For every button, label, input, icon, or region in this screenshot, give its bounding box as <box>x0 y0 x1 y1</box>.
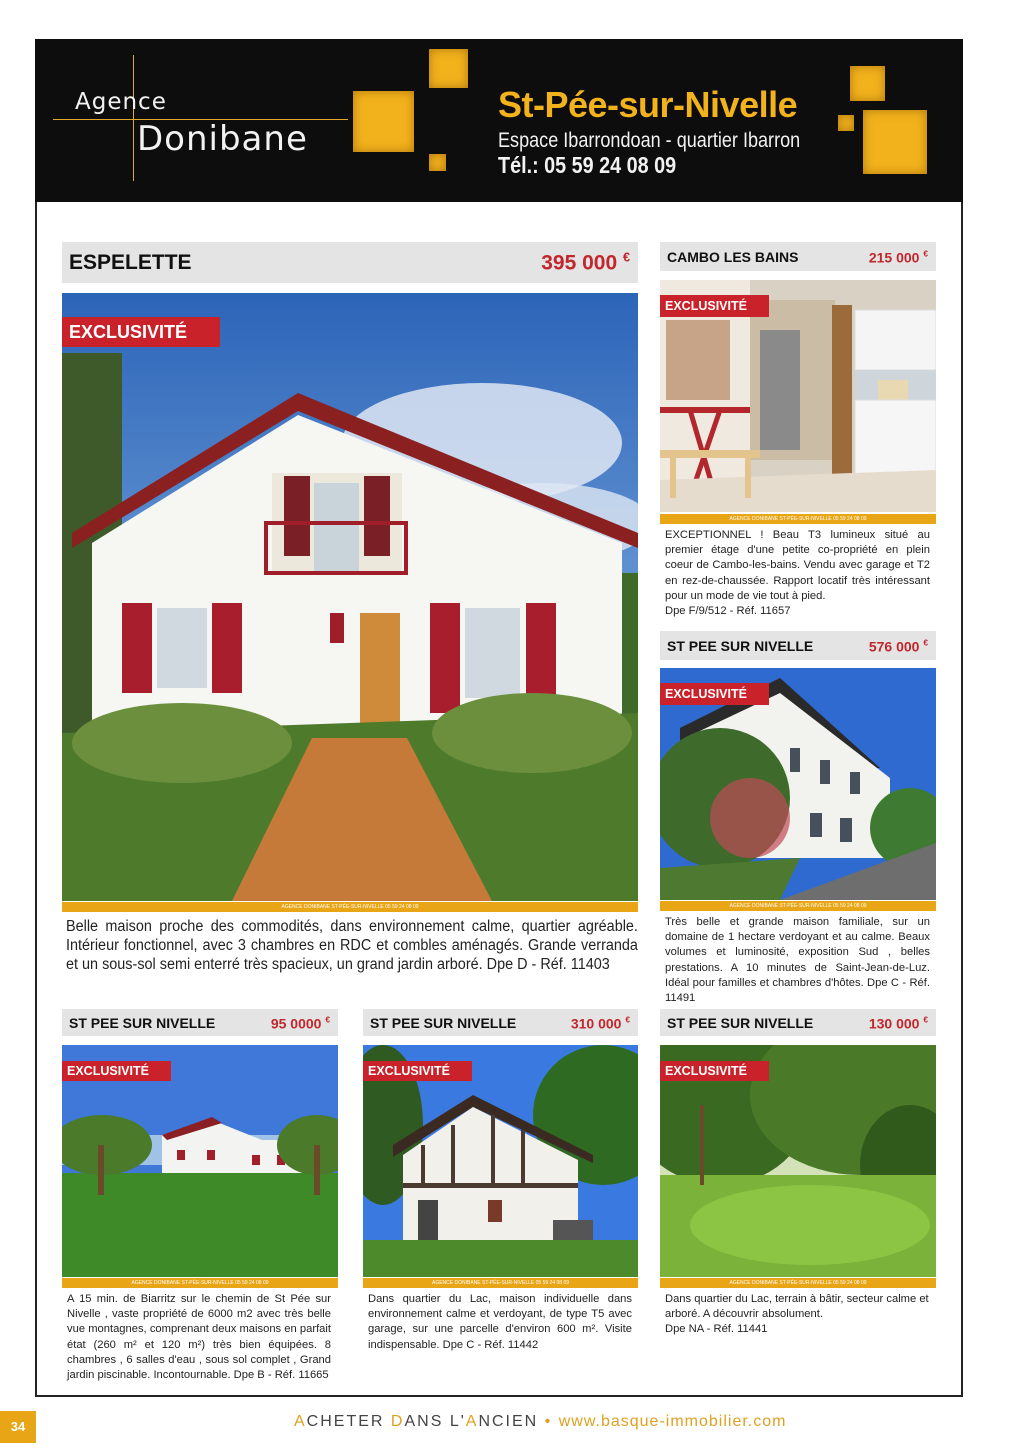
listing-description: Dans quartier du Lac, maison individuelle dans environnement calme et verdoyant, de type T5 avec garage, sur une parcelle d'environ 600 m². Visite indispensable. Dpe C - Réf. 11442 <box>368 1293 632 1351</box>
listing-price: 310 000 € <box>570 1014 630 1031</box>
agency-header <box>35 39 963 202</box>
listing-description: EXCEPTIONNEL ! Beau T3 lumineux situé au premier étage d'une petite co-propriété en plein coeur de Cambo-les-bains. Vendu avec garage et T2 en rez-de-chaussée. Rapport locatif très intéressant pour un mode de vie tout à pied. Dpe F/9/512 - Réf. 11657 <box>665 528 930 619</box>
listing-description: Dans quartier du Lac, terrain à bâtir, secteur calme et arboré. A découvrir absolument. Dpe NA - Réf. 11441 <box>665 1292 930 1338</box>
photo-credit: AGENCE DONIBANE ST-PÉE-SUR-NIVELLE 05 59 24 08 09 <box>660 514 936 524</box>
office-title: St-Pée-sur-Nivelle <box>498 84 798 125</box>
listing-photo-estate[interactable] <box>62 1045 338 1277</box>
footer-separator: • <box>544 1413 553 1430</box>
logo-donibane-text: Donibane <box>137 119 308 159</box>
listing-title-bar <box>363 1009 638 1036</box>
listing-location: ST PEE SUR NIVELLE <box>667 1014 814 1031</box>
listing-reference: Dpe F/9/512 - Réf. 11657 <box>665 605 791 618</box>
listing-photo-basque-house[interactable] <box>363 1045 638 1277</box>
photo-credit: AGENCE DONIBANE ST-PÉE-SUR-NIVELLE 05 59 24 08 09 <box>62 1278 338 1288</box>
listing-location: ST PEE SUR NIVELLE <box>69 1014 216 1031</box>
photo-credit: AGENCE DONIBANE ST-PÉE-SUR-NIVELLE 05 59 24 08 09 <box>62 902 638 912</box>
listing-photo-land[interactable] <box>660 1045 936 1277</box>
listing-photo-house[interactable] <box>62 293 638 901</box>
exclusivite-badge: EXCLUSIVITÉ <box>62 317 220 347</box>
listing-location: ST PEE SUR NIVELLE <box>667 637 814 654</box>
logo-line-vertical <box>133 55 134 181</box>
exclusivite-badge: EXCLUSIVITÉ <box>660 683 769 705</box>
listing-title-bar <box>660 1009 936 1036</box>
footer-tagline: ACHETER DANS L'ANCIEN • www.basque-immobilier.com <box>294 1413 787 1430</box>
listing-description: Très belle et grande maison familiale, sur un domaine de 1 hectare verdoyant et au calme. Beaux volumes et luminosité, exposition Sud , belles prestations. A 10 minutes de Saint-Jean-de-Luz. Idéal pour familles et chambres d'hôtes. Dpe C - Réf. 11491 <box>665 916 930 1005</box>
decor-square <box>353 91 414 152</box>
listing-location: CAMBO LES BAINS <box>667 248 799 265</box>
exclusivite-badge: EXCLUSIVITÉ <box>660 1061 769 1081</box>
listing-price: 215 000 € <box>868 248 928 265</box>
footer-website-link[interactable]: www.basque-immobilier.com <box>558 1413 787 1430</box>
photo-credit: AGENCE DONIBANE ST-PÉE-SUR-NIVELLE 05 59 24 08 09 <box>363 1278 638 1288</box>
listing-description: Belle maison proche des commodités, dans environnement calme, quartier agréable. Intérieur fonctionnel, avec 3 chambres en RDC et combles aménagés. Grande verranda et un sous-sol semi enterré très spacieux, un grand jardin arboré. Dpe D - Réf. 11403 <box>66 918 638 973</box>
exclusivite-badge: EXCLUSIVITÉ <box>363 1061 472 1081</box>
decor-square <box>429 154 446 171</box>
listing-price: 576 000 € <box>868 637 928 654</box>
listing-title-bar <box>62 1009 338 1036</box>
decor-square <box>863 110 927 174</box>
listing-photo-farmhouse[interactable] <box>660 668 936 900</box>
listing-title-bar <box>660 631 936 660</box>
listing-title-bar <box>660 242 936 271</box>
listing-title-bar <box>62 242 638 283</box>
decor-square <box>838 115 854 131</box>
decor-square <box>850 66 885 101</box>
listing-location: ST PEE SUR NIVELLE <box>370 1014 517 1031</box>
listing-price: 395 000 € <box>541 250 630 274</box>
exclusivite-badge: EXCLUSIVITÉ <box>62 1061 171 1081</box>
listing-description: A 15 min. de Biarritz sur le chemin de St Pée sur Nivelle , vaste propriété de 6000 m2 avec très belle vue montagnes, comprenant deux maisons en parfait état (260 m² et 120 m²) très bien équipées. 8 chambres , 6 salles d'eau , sous sol complet , Grand jardin piscinable. Incontournable. Dpe B - Réf. 11665 <box>67 1293 331 1382</box>
page-number: 34 <box>0 1411 36 1443</box>
listing-price: 95 0000 € <box>270 1014 330 1031</box>
listing-reference: Dpe NA - Réf. 11441 <box>665 1323 768 1336</box>
listing-location: ESPELETTE <box>69 250 192 274</box>
photo-credit: AGENCE DONIBANE ST-PÉE-SUR-NIVELLE 05 59 24 08 09 <box>660 1278 936 1288</box>
logo-agence-text: Agence <box>75 89 167 115</box>
office-phone: Tél.: 05 59 24 08 09 <box>498 152 677 178</box>
office-address: Espace Ibarrondoan - quartier Ibarron <box>498 129 801 152</box>
photo-credit: AGENCE DONIBANE ST-PÉE-SUR-NIVELLE 05 59 24 08 09 <box>660 901 936 911</box>
exclusivite-badge: EXCLUSIVITÉ <box>660 295 769 317</box>
decor-square <box>429 49 468 88</box>
listing-photo-kitchen[interactable] <box>660 280 936 512</box>
listing-price: 130 000 € <box>868 1014 928 1031</box>
